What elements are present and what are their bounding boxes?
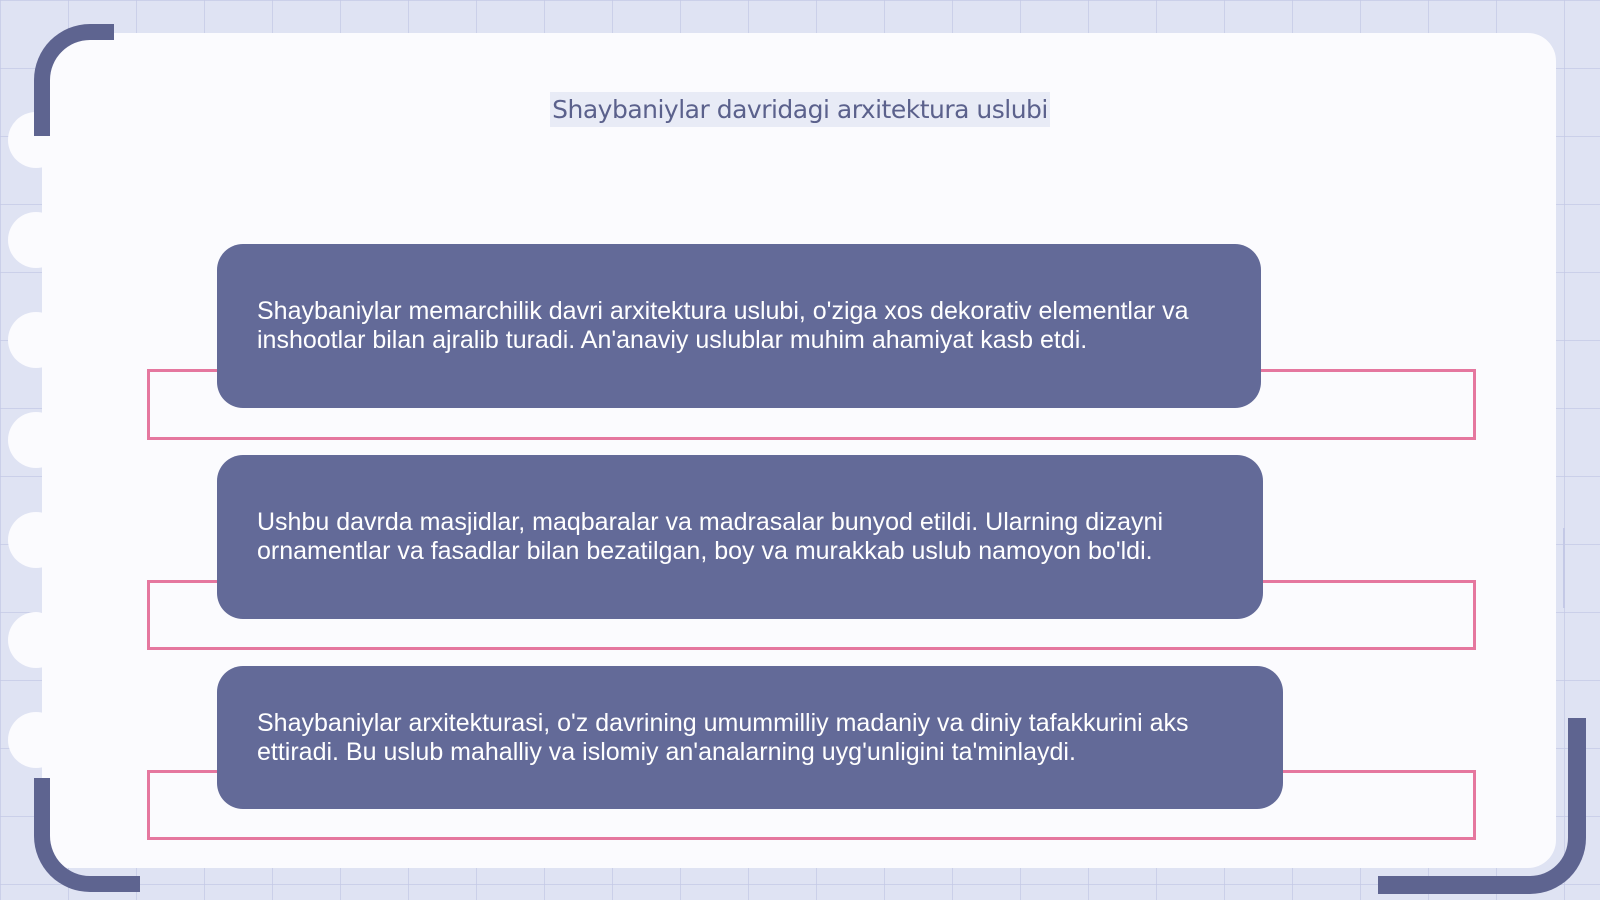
paper-notch [8,412,64,468]
paper-notch [8,712,64,768]
corner-bracket-bottom-left [34,778,140,892]
slide-title: Shaybaniylar davridagi arxitektura uslubi [550,92,1050,127]
item-text: Shaybaniylar memarchilik davri arxitektura uslubi, o'ziga xos dekorativ elementlar va inshootlar bilan ajralib turadi. An'anaviy uslublar muhim ahamiyat kasb etdi. [257,297,1189,354]
paper-notch [8,312,64,368]
paper-notch [8,612,64,668]
item-card [217,666,1283,809]
item-card [217,455,1263,619]
title-container [0,92,1600,127]
item-card [217,244,1261,408]
paper-notch [8,512,64,568]
edge-mark [1563,528,1565,608]
paper-notch [8,212,64,268]
item-text: Shaybaniylar arxitekturasi, o'z davrining umummilliy madaniy va diniy tafakkurini aks ettiradi. Bu uslub mahalliy va islomiy an'analarning uyg'unligini ta'minlaydi. [257,708,1189,766]
item-text: Ushbu davrda masjidlar, maqbaralar va madrasalar bunyod etildi. Ularning dizayni ornamentlar va fasadlar bilan bezatilgan, boy va murakkab uslub namoyon bo'ldi. [257,508,1164,565]
